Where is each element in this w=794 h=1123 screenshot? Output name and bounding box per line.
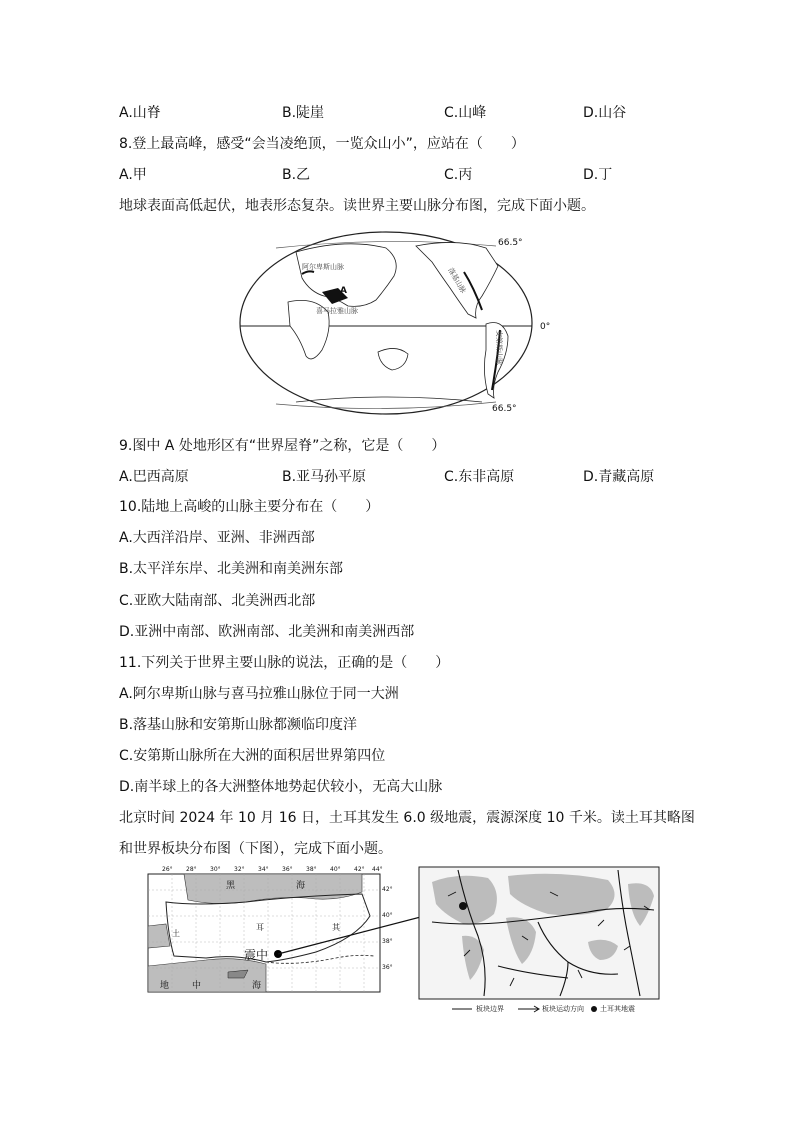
q11-option-b: B.落基山脉和安第斯山脉都濒临印度洋	[119, 717, 358, 733]
q7-option-b: B.陡崖	[282, 105, 325, 121]
map-label-alps: 阿尔卑斯山脉	[302, 263, 344, 271]
country-char-2: 耳	[256, 923, 264, 932]
map-label-himalaya: 喜马拉雅山脉	[316, 307, 358, 315]
q11-option-c: C.安第斯山脉所在大洲的面积居世界第四位	[119, 748, 386, 764]
lat-label-north: 66.5°	[498, 238, 523, 248]
lon-label-30: 30°	[210, 866, 221, 873]
lat-label-equator: 0°	[540, 322, 551, 332]
q9-option-a: A.巴西高原	[119, 469, 189, 485]
q9-option-c: C.东非高原	[444, 469, 515, 485]
intro-quake-line2: 和世界板块分布图（下图），完成下面小题。	[119, 841, 392, 857]
lat-label-south: 66.5°	[492, 404, 517, 414]
q10-stem: 10.陆地上高峻的山脉主要分布在（ ）	[119, 499, 380, 515]
lat-label-36: 36°	[382, 964, 393, 971]
map-label-andes: 安第斯山脉	[495, 330, 503, 365]
epicenter-label: 震中	[244, 948, 269, 962]
country-char-3: 其	[332, 923, 340, 932]
country-char-1: 土	[172, 929, 180, 938]
q9-option-b: B.亚马孙平原	[282, 469, 367, 485]
q11-option-d: D.南半球上的各大洲整体地势起伏较小，无高大山脉	[119, 779, 443, 795]
q8-stem: 8.登上最高峰，感受“会当凌绝顶，一览众山小”，应站在（ ）	[119, 136, 525, 152]
med-sea-char-1: 地	[160, 981, 170, 991]
q11-stem: 11.下列关于世界主要山脉的说法，正确的是（ ）	[119, 655, 450, 671]
q7-option-d: D.山谷	[583, 105, 627, 121]
q10-option-d: D.亚洲中南部、欧洲南部、北美洲和南美洲西部	[119, 624, 415, 640]
q8-option-a: A.甲	[119, 167, 147, 183]
lon-label-44: 44°	[372, 866, 383, 873]
black-sea-char-2: 海	[296, 881, 306, 891]
q10-option-b: B.太平洋东岸、北美洲和南美洲东部	[119, 561, 344, 577]
legend-quake: 土耳其地震	[600, 1005, 635, 1013]
q7-option-c: C.山峰	[444, 105, 487, 121]
lon-label-42: 42°	[354, 866, 365, 873]
map-label-rockies: 落基山脉	[446, 266, 468, 295]
lon-label-34: 34°	[258, 866, 269, 873]
q10-option-a: A.大西洋沿岸、亚洲、非洲西部	[119, 530, 315, 546]
lon-label-40: 40°	[330, 866, 341, 873]
q8-option-d: D.丁	[583, 167, 613, 183]
q8-option-c: C.丙	[444, 167, 473, 183]
lon-label-28: 28°	[186, 866, 197, 873]
lat-label-38: 38°	[382, 938, 393, 945]
q10-option-c: C.亚欧大陆南部、北美洲西北部	[119, 593, 316, 609]
black-sea-char-1: 黑	[226, 881, 236, 891]
q7-option-a: A.山脊	[119, 105, 161, 121]
lat-label-42: 42°	[382, 886, 393, 893]
intro-mountains: 地球表面高低起伏，地表形态复杂。读世界主要山脉分布图，完成下面小题。	[119, 198, 595, 214]
q9-stem: 9.图中 A 处地形区有“世界屋脊”之称，它是（ ）	[119, 438, 446, 454]
legend-direction: 板块运动方向	[542, 1005, 584, 1013]
lon-label-26: 26°	[162, 866, 173, 873]
q11-option-a: A.阿尔卑斯山脉与喜马拉雅山脉位于同一大洲	[119, 686, 399, 702]
intro-quake-line1: 北京时间 2024 年 10 月 16 日，土耳其发生 6.0 级地震，震源深度 10 千米。读土耳其略图	[119, 810, 695, 826]
lon-label-32: 32°	[234, 866, 245, 873]
q8-option-b: B.乙	[282, 167, 311, 183]
med-sea-char-2: 中	[192, 981, 202, 991]
plate-boundary-map	[418, 866, 660, 1000]
med-sea-char-3: 海	[252, 981, 262, 991]
lon-label-36: 36°	[282, 866, 293, 873]
q9-option-d: D.青藏高原	[583, 469, 655, 485]
lon-label-38: 38°	[306, 866, 317, 873]
plate-legend	[452, 1003, 662, 1015]
map-label-a: A	[340, 286, 347, 296]
legend-boundary: 板块边界	[476, 1005, 504, 1013]
lat-label-40: 40°	[382, 912, 393, 919]
